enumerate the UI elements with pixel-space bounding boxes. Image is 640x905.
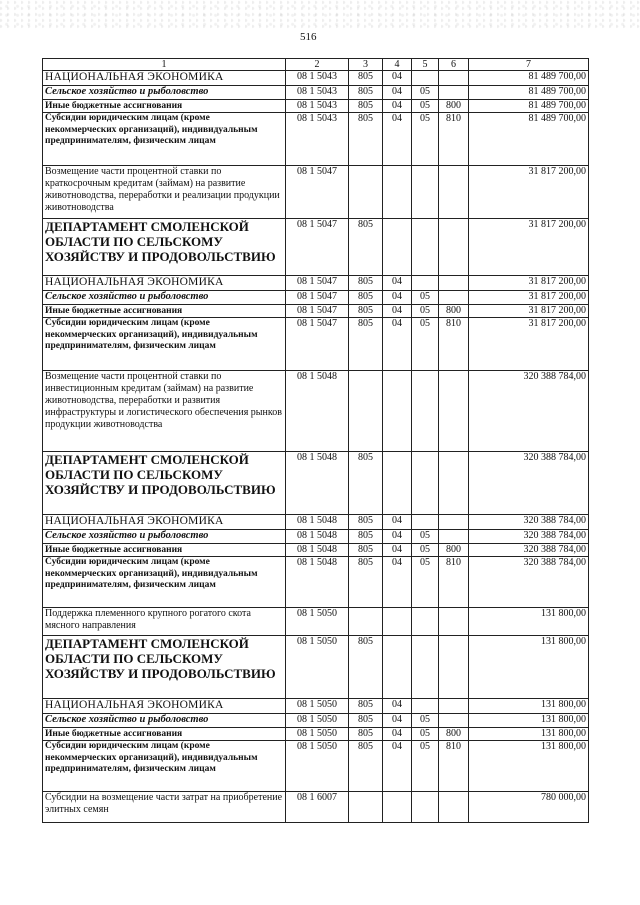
cell-amount: 320 388 784,00 [469,557,589,608]
cell-rz: 04 [383,318,412,371]
cell-grbs: 805 [349,219,383,276]
cell-name: НАЦИОНАЛЬНАЯ ЭКОНОМИКА [43,276,286,291]
cell-amount: 131 800,00 [469,699,589,714]
cell-rz: 04 [383,557,412,608]
cell-name: Иные бюджетные ассигнования [43,305,286,318]
cell-csr: 08 1 5047 [286,276,349,291]
cell-pr: 05 [412,86,439,100]
cell-pr: 05 [412,741,439,792]
cell-rz: 04 [383,741,412,792]
cell-grbs [349,371,383,452]
cell-grbs: 805 [349,291,383,305]
cell-amount: 780 000,00 [469,792,589,823]
cell-amount: 131 800,00 [469,636,589,699]
cell-name: Поддержка племенного крупного рогатого скота мясного направления [43,608,286,636]
cell-rz: 04 [383,699,412,714]
cell-vr [439,714,469,728]
cell-amount: 131 800,00 [469,728,589,741]
table-row [43,166,589,219]
cell-rz [383,371,412,452]
cell-vr [439,699,469,714]
cell-csr: 08 1 6007 [286,792,349,823]
table-row [43,515,589,530]
cell-amount: 131 800,00 [469,741,589,792]
cell-grbs: 805 [349,100,383,113]
cell-grbs: 805 [349,86,383,100]
cell-amount: 81 489 700,00 [469,71,589,86]
cell-pr [412,515,439,530]
cell-rz [383,219,412,276]
cell-grbs: 805 [349,557,383,608]
cell-grbs [349,792,383,823]
cell-rz [383,166,412,219]
table-row [43,219,589,276]
cell-name: Субсидии юридическим лицам (кроме некоммерческих организаций), индивидуальным предпринимателям, физическим лицам [43,557,286,608]
table-row [43,371,589,452]
cell-csr: 08 1 5050 [286,728,349,741]
header-col-1: 1 [43,59,286,71]
cell-vr [439,515,469,530]
cell-name: НАЦИОНАЛЬНАЯ ЭКОНОМИКА [43,699,286,714]
table-row [43,113,589,166]
cell-grbs: 805 [349,699,383,714]
cell-rz: 04 [383,728,412,741]
cell-vr: 810 [439,318,469,371]
cell-grbs: 805 [349,515,383,530]
cell-amount: 81 489 700,00 [469,86,589,100]
cell-pr: 05 [412,291,439,305]
table-row [43,699,589,714]
cell-name: Сельское хозяйство и рыболовство [43,530,286,544]
cell-rz [383,636,412,699]
cell-csr: 08 1 5048 [286,371,349,452]
cell-pr [412,371,439,452]
cell-vr [439,166,469,219]
cell-name: Субсидии юридическим лицам (кроме некоммерческих организаций), индивидуальным предпринимателям, физическим лицам [43,741,286,792]
cell-amount: 320 388 784,00 [469,544,589,557]
cell-rz: 04 [383,71,412,86]
cell-name: Субсидии юридическим лицам (кроме некоммерческих организаций), индивидуальным предпринимателям, физическим лицам [43,318,286,371]
cell-amount: 131 800,00 [469,608,589,636]
cell-csr: 08 1 5050 [286,608,349,636]
header-col-2: 2 [286,59,349,71]
cell-name: Сельское хозяйство и рыболовство [43,86,286,100]
cell-pr [412,608,439,636]
cell-pr: 05 [412,544,439,557]
cell-name: Иные бюджетные ассигнования [43,100,286,113]
cell-pr: 05 [412,714,439,728]
cell-vr [439,291,469,305]
cell-name: ДЕПАРТАМЕНТ СМОЛЕНСКОЙ ОБЛАСТИ ПО СЕЛЬСКОМУ ХОЗЯЙСТВУ И ПРОДОВОЛЬСТВИЮ [43,452,286,515]
budget-table [42,58,589,823]
cell-vr: 800 [439,728,469,741]
page-number: 516 [300,31,317,43]
cell-csr: 08 1 5048 [286,557,349,608]
scan-noise-strip [0,0,640,30]
cell-pr: 05 [412,305,439,318]
cell-csr: 08 1 5048 [286,452,349,515]
cell-amount: 31 817 200,00 [469,318,589,371]
cell-rz: 04 [383,86,412,100]
cell-name: НАЦИОНАЛЬНАЯ ЭКОНОМИКА [43,71,286,86]
cell-pr [412,636,439,699]
cell-amount: 131 800,00 [469,714,589,728]
cell-pr [412,699,439,714]
cell-name: НАЦИОНАЛЬНАЯ ЭКОНОМИКА [43,515,286,530]
cell-pr: 05 [412,557,439,608]
table-row [43,100,589,113]
cell-amount: 31 817 200,00 [469,291,589,305]
cell-rz: 04 [383,544,412,557]
cell-name: ДЕПАРТАМЕНТ СМОЛЕНСКОЙ ОБЛАСТИ ПО СЕЛЬСКОМУ ХОЗЯЙСТВУ И ПРОДОВОЛЬСТВИЮ [43,636,286,699]
cell-grbs: 805 [349,318,383,371]
cell-rz: 04 [383,515,412,530]
cell-vr [439,792,469,823]
cell-grbs: 805 [349,305,383,318]
cell-pr: 05 [412,530,439,544]
header-col-7: 7 [469,59,589,71]
cell-grbs [349,166,383,219]
header-row [43,59,589,71]
table-row [43,86,589,100]
header-col-6: 6 [439,59,469,71]
cell-vr: 800 [439,305,469,318]
table-row [43,452,589,515]
cell-vr: 810 [439,113,469,166]
cell-csr: 08 1 5048 [286,544,349,557]
cell-rz: 04 [383,305,412,318]
cell-name: Возмещение части процентной ставки по краткосрочным кредитам (займам) на развитие животноводства, переработки и реализации продукции животноводства [43,166,286,219]
cell-csr: 08 1 5050 [286,699,349,714]
table-row [43,714,589,728]
cell-vr [439,71,469,86]
cell-vr [439,371,469,452]
cell-rz [383,792,412,823]
cell-csr: 08 1 5047 [286,291,349,305]
cell-csr: 08 1 5043 [286,71,349,86]
cell-amount: 320 388 784,00 [469,371,589,452]
header-col-3: 3 [349,59,383,71]
cell-pr: 05 [412,100,439,113]
table-row [43,741,589,792]
cell-csr: 08 1 5047 [286,166,349,219]
cell-name: Иные бюджетные ассигнования [43,544,286,557]
cell-grbs: 805 [349,71,383,86]
cell-pr [412,276,439,291]
cell-name: Субсидии юридическим лицам (кроме некоммерческих организаций), индивидуальным предпринимателям, физическим лицам [43,113,286,166]
cell-csr: 08 1 5050 [286,636,349,699]
cell-pr [412,71,439,86]
table-row [43,318,589,371]
cell-grbs: 805 [349,544,383,557]
table-row [43,792,589,823]
cell-vr [439,636,469,699]
cell-amount: 31 817 200,00 [469,305,589,318]
cell-pr: 05 [412,318,439,371]
cell-pr [412,792,439,823]
cell-rz: 04 [383,291,412,305]
cell-csr: 08 1 5043 [286,113,349,166]
cell-vr [439,608,469,636]
cell-pr: 05 [412,728,439,741]
cell-pr [412,452,439,515]
cell-rz: 04 [383,113,412,166]
table-row [43,544,589,557]
cell-vr: 800 [439,544,469,557]
cell-rz: 04 [383,276,412,291]
cell-grbs: 805 [349,728,383,741]
header-col-4: 4 [383,59,412,71]
cell-name: Сельское хозяйство и рыболовство [43,714,286,728]
cell-amount: 81 489 700,00 [469,113,589,166]
header-col-5: 5 [412,59,439,71]
cell-name: ДЕПАРТАМЕНТ СМОЛЕНСКОЙ ОБЛАСТИ ПО СЕЛЬСКОМУ ХОЗЯЙСТВУ И ПРОДОВОЛЬСТВИЮ [43,219,286,276]
cell-amount: 31 817 200,00 [469,276,589,291]
cell-grbs: 805 [349,276,383,291]
table-row [43,608,589,636]
table-row [43,728,589,741]
cell-amount: 320 388 784,00 [469,452,589,515]
cell-grbs: 805 [349,452,383,515]
cell-rz: 04 [383,530,412,544]
cell-name: Сельское хозяйство и рыболовство [43,291,286,305]
table-row [43,305,589,318]
cell-rz [383,608,412,636]
table-row [43,276,589,291]
cell-csr: 08 1 5047 [286,219,349,276]
table-row [43,636,589,699]
cell-grbs: 805 [349,741,383,792]
cell-rz [383,452,412,515]
cell-grbs: 805 [349,113,383,166]
table-row [43,530,589,544]
cell-name: Субсидии на возмещение части затрат на приобретение элитных семян [43,792,286,823]
cell-grbs: 805 [349,714,383,728]
cell-vr [439,219,469,276]
cell-vr: 810 [439,557,469,608]
cell-csr: 08 1 5043 [286,100,349,113]
cell-name: Иные бюджетные ассигнования [43,728,286,741]
cell-csr: 08 1 5047 [286,318,349,371]
table-row [43,71,589,86]
table-row [43,291,589,305]
cell-vr [439,452,469,515]
cell-name: Возмещение части процентной ставки по инвестиционным кредитам (займам) на развитие животноводства, переработки и развития инфраструктуры и логистического обеспечения рынков продукции животноводства [43,371,286,452]
cell-csr: 08 1 5048 [286,515,349,530]
cell-vr: 810 [439,741,469,792]
cell-vr [439,86,469,100]
cell-csr: 08 1 5047 [286,305,349,318]
cell-rz: 04 [383,100,412,113]
cell-grbs: 805 [349,530,383,544]
cell-csr: 08 1 5048 [286,530,349,544]
cell-vr [439,276,469,291]
cell-csr: 08 1 5050 [286,741,349,792]
cell-grbs: 805 [349,636,383,699]
cell-pr [412,219,439,276]
cell-csr: 08 1 5043 [286,86,349,100]
cell-amount: 320 388 784,00 [469,530,589,544]
table-body [43,71,589,823]
cell-amount: 81 489 700,00 [469,100,589,113]
cell-csr: 08 1 5050 [286,714,349,728]
cell-pr: 05 [412,113,439,166]
cell-pr [412,166,439,219]
cell-vr [439,530,469,544]
table-row [43,557,589,608]
cell-vr: 800 [439,100,469,113]
cell-grbs [349,608,383,636]
cell-rz: 04 [383,714,412,728]
cell-amount: 320 388 784,00 [469,515,589,530]
cell-amount: 31 817 200,00 [469,166,589,219]
cell-amount: 31 817 200,00 [469,219,589,276]
